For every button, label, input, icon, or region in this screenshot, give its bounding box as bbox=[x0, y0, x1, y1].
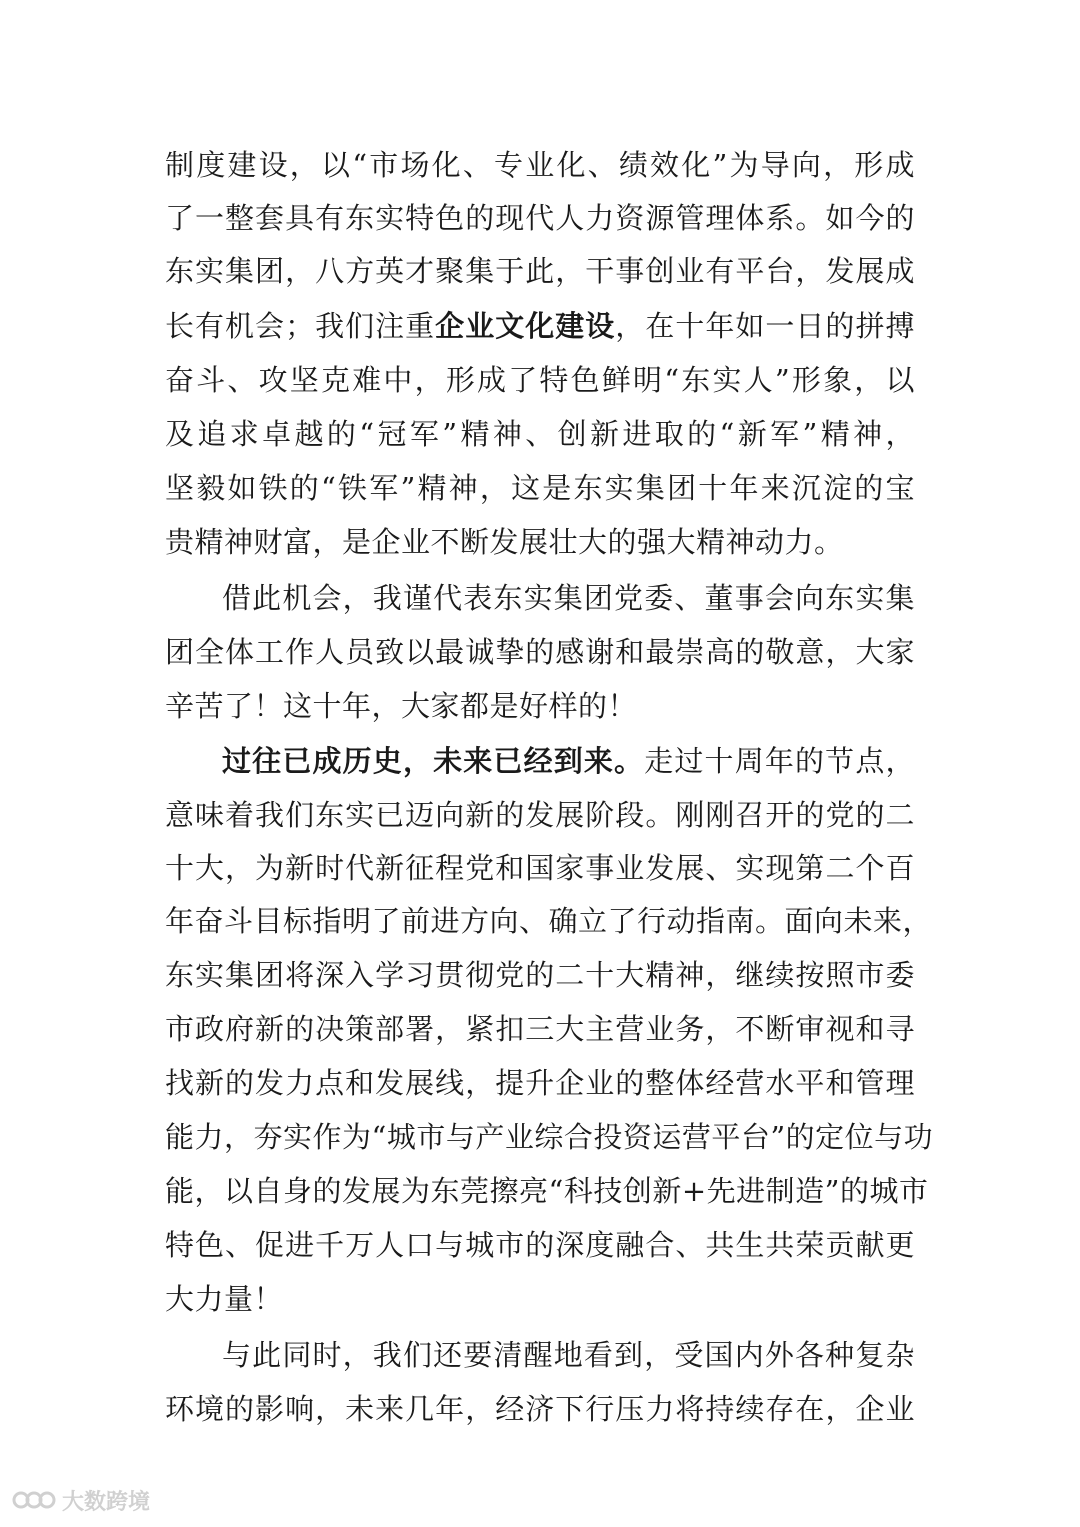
text-run: 走过十周年的节点， bbox=[644, 744, 915, 778]
text-line: 坚毅如铁的“铁军”精神，这是东实集团十年来沉淀的宝 bbox=[165, 471, 915, 505]
text-line: 东实集团将深入学习贯彻党的二十大精神，继续按照市委 bbox=[165, 958, 915, 992]
watermark bbox=[12, 1483, 150, 1517]
text-line: 大力量！ bbox=[165, 1282, 284, 1316]
text-line bbox=[165, 298, 915, 354]
text-line: 了一整套具有东实特色的现代人力资源管理体系。如今的 bbox=[165, 201, 915, 235]
bold-emphasis: 企业文化建设 bbox=[435, 309, 616, 343]
bold-lead-sentence: 过往已成历史，未来已经到来。 bbox=[222, 744, 645, 778]
text-line: 环境的影响，未来几年，经济下行压力将持续存在，企业 bbox=[165, 1392, 915, 1426]
text-line: 十大，为新时代新征程党和国家事业发展、实现第二个百 bbox=[165, 851, 915, 885]
text-run: 长有机会；我们注重 bbox=[165, 309, 436, 343]
text-line: 制度建设，以“市场化、专业化、绩效化”为导向，形成 bbox=[165, 148, 915, 182]
logo-icon bbox=[12, 1485, 56, 1515]
text-line: 能，以自身的发展为东莞擦亮“科技创新+先进制造”的城市 bbox=[165, 1174, 929, 1208]
text-line: 特色、促进千万人口与城市的深度融合、共生共荣贡献更 bbox=[165, 1228, 915, 1262]
paragraph-first-line: 与此同时，我们还要清醒地看到，受国内外各种复杂 bbox=[222, 1338, 915, 1372]
text-line: 年奋斗目标指明了前进方向、确立了行动指南。面向未来， bbox=[165, 904, 933, 938]
text-line: 奋斗、攻坚克难中，形成了特色鲜明“东实人”形象，以 bbox=[165, 363, 915, 397]
text-line: 找新的发力点和发展线，提升企业的整体经营水平和管理 bbox=[165, 1066, 915, 1100]
watermark-text: 大数跨境 bbox=[62, 1489, 151, 1515]
paragraph-first-line: 借此机会，我谨代表东实集团党委、董事会向东实集 bbox=[222, 581, 915, 615]
text-line: 辛苦了！这十年，大家都是好样的！ bbox=[165, 689, 638, 723]
text-line: 能力，夯实作为“城市与产业综合投资运营平台”的定位与功 bbox=[165, 1120, 934, 1154]
text-line: 及追求卓越的“冠军”精神、创新进取的“新军”精神， bbox=[165, 417, 915, 451]
text-line: 东实集团，八方英才聚集于此，干事创业有平台，发展成 bbox=[165, 254, 915, 288]
text-line: 意味着我们东实已迈向新的发展阶段。刚刚召开的党的二 bbox=[165, 798, 915, 832]
text-run: ，在十年如一日的拼搏 bbox=[615, 309, 915, 343]
text-line: 团全体工作人员致以最诚挚的感谢和最崇高的敬意，大家 bbox=[165, 635, 915, 669]
text-line: 市政府新的决策部署，紧扣三大主营业务，不断审视和寻 bbox=[165, 1012, 915, 1046]
text-line: 贵精神财富，是企业不断发展壮大的强大精神动力。 bbox=[165, 525, 844, 559]
paragraph-first-line bbox=[222, 733, 915, 789]
